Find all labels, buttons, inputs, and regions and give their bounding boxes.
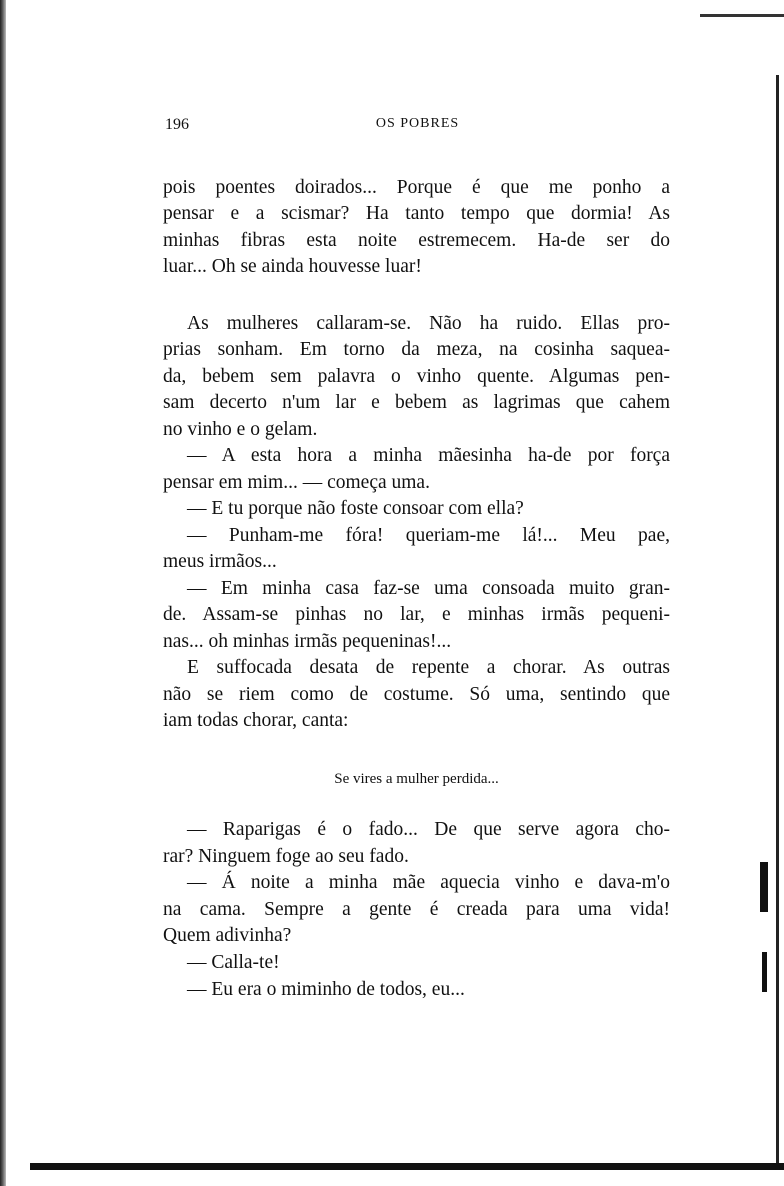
text-line: — Calla-te! [187,952,280,973]
text-line: da, bebem sem palavra o vinho quente. Algumas pen- [163,366,670,387]
running-title: OS POBRES [375,116,460,131]
scan-mark [760,862,768,912]
text-line: meus irmãos... [163,551,277,572]
text-line: — Em minha casa faz-se uma consoada muito gran- [187,578,670,599]
text-line: no vinho e o gelam. [163,419,318,440]
scan-border-right [776,75,779,1163]
text-line: — Raparigas é o fado... De que serve agora cho- [187,819,670,840]
text-line: E suffocada desata de repente a chorar. As outras [187,657,670,678]
text-line: — Eu era o miminho de todos, eu... [187,979,465,1000]
text-line: — E tu porque não foste consoar com ella? [187,498,524,519]
page-header [165,116,670,136]
text-line: pensar em mim... — começa uma. [163,472,430,493]
text-line: iam todas chorar, canta: [163,710,349,731]
page-number: 196 [165,116,189,133]
text-line: — Á noite a minha mãe aquecia vinho e dava-m'o [187,872,670,893]
text-line: rar? Ninguem foge ao seu fado. [163,846,409,867]
text-line: sam decerto n'um lar e bebem as lagrimas que cahem [163,392,670,413]
text-line: — A esta hora a minha mãesinha ha-de por força [187,445,670,466]
verse-quote: Se vires a mulher perdida... [334,771,499,787]
scan-border-top [700,14,784,17]
text-line: — Punham-me fóra! queriam-me lá!... Meu pae, [187,525,670,546]
scan-mark [762,952,767,992]
text-line: Quem adivinha? [163,925,292,946]
text-line: na cama. Sempre a gente é creada para uma vida! [163,899,670,920]
text-line: As mulheres callaram-se. Não ha ruido. Ellas pro- [187,313,670,334]
text-line: minhas fibras esta noite estremecem. Ha-de ser do [163,230,670,251]
text-line: prias sonham. Em torno da meza, na cosinha saquea- [163,339,670,360]
text-line: pois poentes doirados... Porque é que me ponho a [163,177,670,198]
text-line: luar... Oh se ainda houvesse luar! [163,256,422,277]
scan-border-left [0,0,6,1186]
scan-border-bottom [30,1163,784,1170]
text-line: nas... oh minhas irmãs pequeninas!... [163,631,452,652]
text-line: de. Assam-se pinhas no lar, e minhas irmãs pequeni- [163,604,670,625]
text-line: pensar e a scismar? Ha tanto tempo que dormia! As [163,203,670,224]
text-line: não se riem como de costume. Só uma, sentindo que [163,684,670,705]
